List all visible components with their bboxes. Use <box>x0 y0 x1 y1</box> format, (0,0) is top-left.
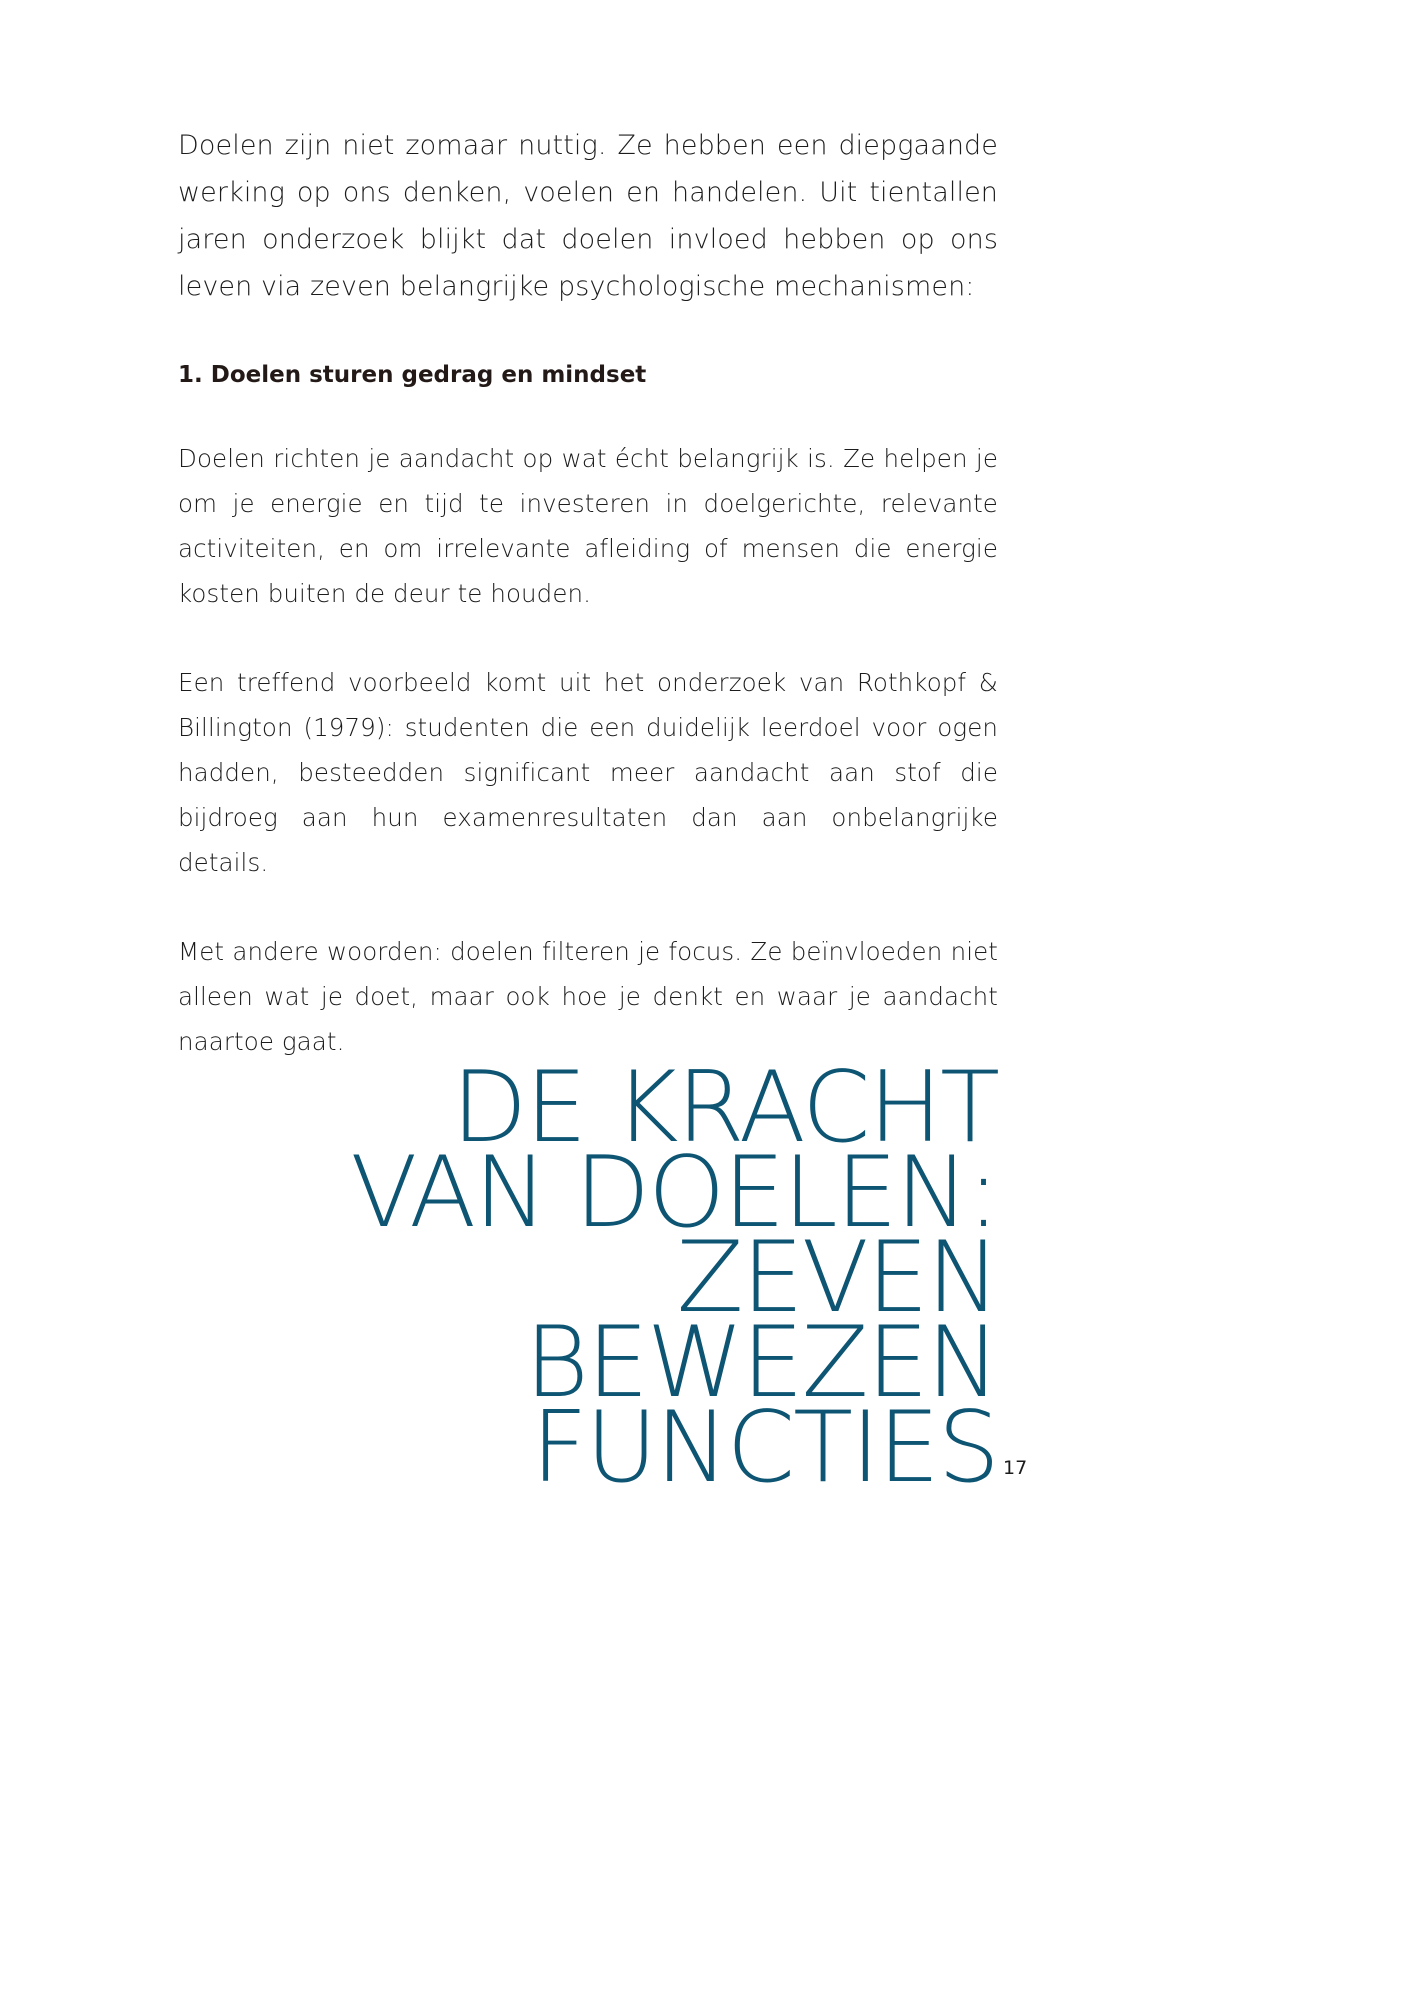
title-line: ZEVEN <box>676 1221 998 1335</box>
paragraph-example: Een treffend voorbeeld komt uit het onderzoek van Rothkopf & Billington (1979): studenten die een duidelijk leerdoel voor ogen hadden, besteedden significant meer aandacht aan stof die bijdroeg aan hun examenresultaten dan aan onbelangrijke details. <box>178 668 998 877</box>
page-number: 17 <box>1003 1457 1028 1479</box>
chapter-title <box>350 1051 998 1505</box>
title-line: BEWEZEN <box>524 1306 998 1420</box>
title-line: FUNCTIES <box>531 1391 998 1505</box>
body-content <box>178 122 998 1064</box>
paragraph-attention: Doelen richten je aandacht op wat écht belangrijk is. Ze helpen je om je energie en tijd te investeren in doelgerichte, relevante activiteiten, en om irrelevante afleiding of mensen die energie kosten buiten de deur te houden. <box>178 444 998 608</box>
title-line: DE KRACHT <box>451 1051 998 1165</box>
paragraph-conclusion: Met andere woorden: doelen filteren je focus. Ze beïnvloeden niet alleen wat je doet, maar ook hoe je denkt en waar je aandacht naartoe gaat. <box>178 937 998 1056</box>
title-line: VAN DOELEN: <box>350 1136 998 1250</box>
intro-paragraph: Doelen zijn niet zomaar nuttig. Ze hebben een diepgaande werking op ons denken, voelen en handelen. Uit tientallen jaren onderzoek blijkt dat doelen invloed hebben op ons leven via zeven belangrijke psychologische mechanismen: <box>178 130 998 302</box>
section-heading: 1. Doelen sturen gedrag en mindset <box>178 362 647 388</box>
